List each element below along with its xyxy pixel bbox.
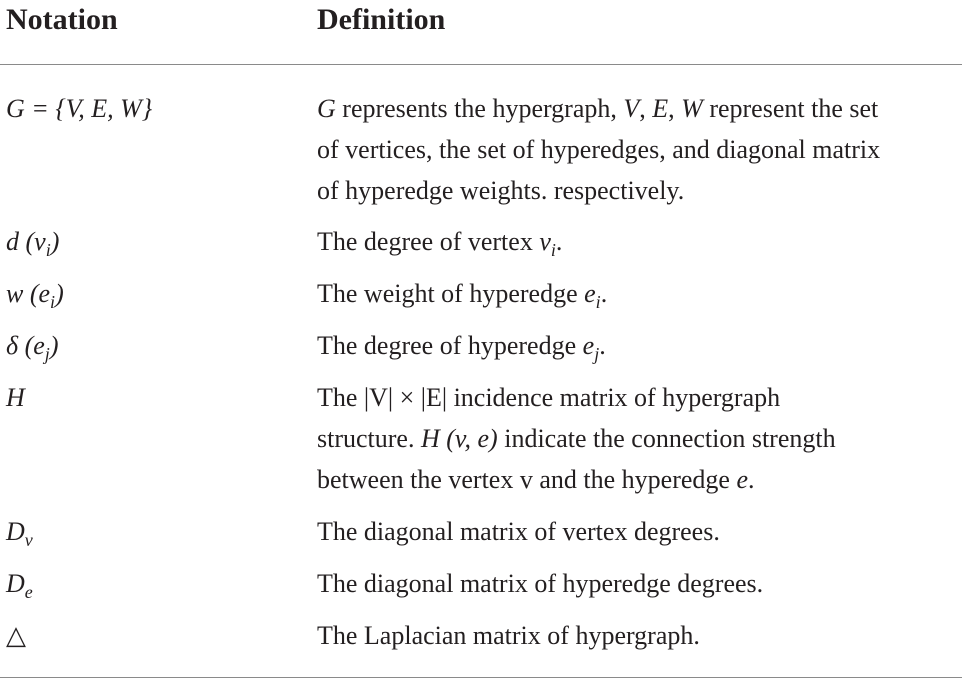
notation-text: H xyxy=(6,383,25,412)
notation-cell xyxy=(6,273,306,314)
notation-text: △ xyxy=(6,621,26,650)
notation-cell xyxy=(6,88,306,129)
notation-cell xyxy=(6,325,306,366)
definition-cell xyxy=(317,563,962,604)
definition-line: of hyperedge weights. respectively. xyxy=(317,176,685,205)
definition-cell xyxy=(317,273,962,314)
definition-column-header: Definition xyxy=(317,3,446,36)
definition-cell xyxy=(317,221,962,262)
definition-line: structure. H (v, e) indicate the connection strength xyxy=(317,424,836,453)
definition-line: of vertices, the set of hyperedges, and diagonal matrix xyxy=(317,135,881,164)
definition-line: G represents the hypergraph, V, E, W represent the set xyxy=(317,94,879,123)
definition-line: The weight of hyperedge $e_i$. xyxy=(317,279,608,312)
definition-cell xyxy=(317,88,962,211)
table-header-row xyxy=(0,0,968,44)
definition-line: The |V| × |E| incidence matrix of hypergraph xyxy=(317,383,781,412)
definition-line: The diagonal matrix of vertex degrees. xyxy=(317,517,720,546)
definition-cell xyxy=(317,615,962,656)
notation-cell xyxy=(6,563,306,604)
definition-line: between the vertex v and the hyperedge e. xyxy=(317,465,755,494)
notation-text: d $(v_i)$ xyxy=(6,227,60,260)
notation-text: $D_e$ xyxy=(6,569,33,602)
table-bottom-rule xyxy=(0,677,962,678)
definition-line: The diagonal matrix of hyperedge degrees. xyxy=(317,569,764,598)
notation-text: G = {V, E, W} xyxy=(6,94,153,123)
notation-cell xyxy=(6,615,306,656)
definition-line: The degree of vertex $v_i$. xyxy=(317,227,563,260)
definition-cell xyxy=(317,325,962,366)
notation-text: δ $(e_j)$ xyxy=(6,331,59,364)
definition-cell xyxy=(317,511,962,552)
table-top-rule xyxy=(0,64,962,65)
notation-cell xyxy=(6,511,306,552)
definition-line: The Laplacian matrix of hypergraph. xyxy=(317,621,700,650)
definition-cell xyxy=(317,377,962,500)
notation-text: w $(e_i)$ xyxy=(6,279,64,312)
notation-column-header: Notation xyxy=(6,3,118,36)
notation-text: $D_v$ xyxy=(6,517,33,550)
notation-cell xyxy=(6,377,306,418)
definition-line: The degree of hyperedge $e_j$. xyxy=(317,331,606,364)
notation-cell xyxy=(6,221,306,262)
